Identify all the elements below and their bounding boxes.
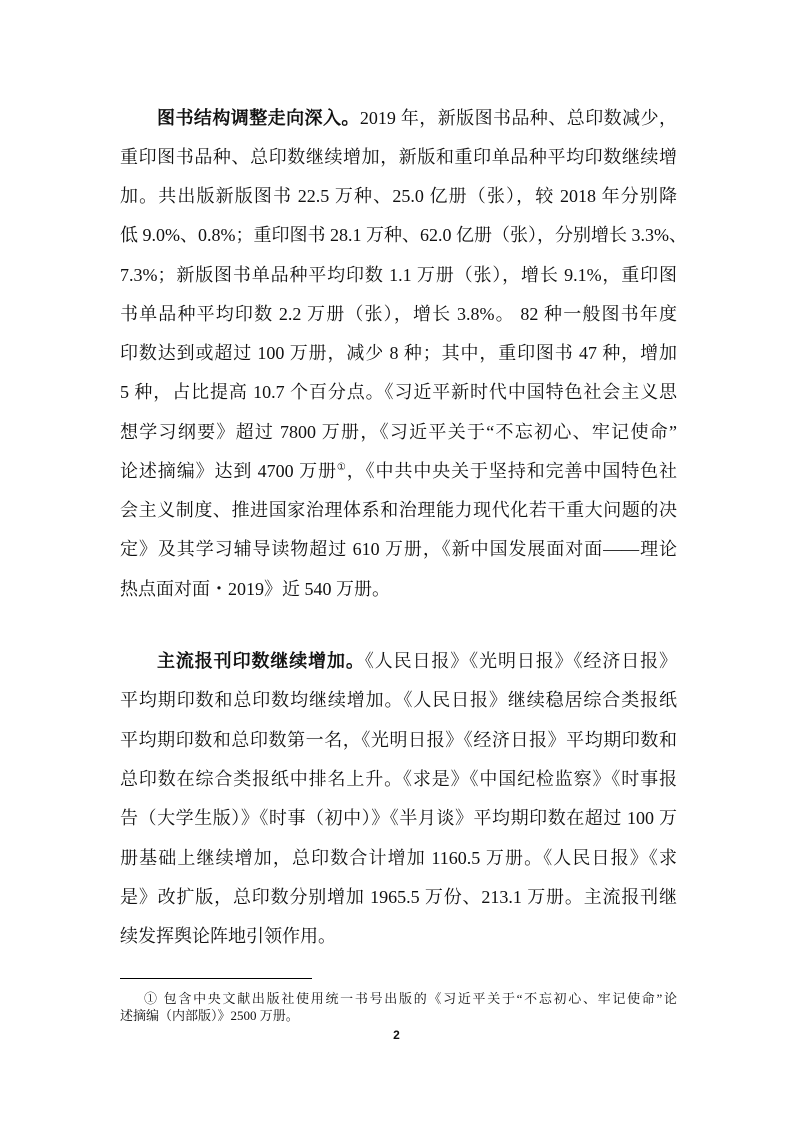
text-line: 册基础上继续增加，总印数合计增加 1160.5 万册。《人民日报》《求: [120, 848, 677, 868]
text-line: 论述摘编》达到 4700 万册①，《中共中央关于坚持和完善中国特色社: [120, 461, 678, 481]
text-line: 定》及其学习辅导读物超过 610 万册，《新中国发展面对面——理论: [120, 539, 677, 559]
text-line: 5 种，占比提高 10.7 个百分点。《习近平新时代中国特色社会主义思: [120, 382, 677, 402]
footnote-reference[interactable]: ①: [336, 462, 347, 473]
page-number: 2: [393, 1028, 400, 1042]
text-line: 加。共出版新版图书 22.5 万种、25.0 亿册（张），较 2018 年分别降: [120, 186, 677, 206]
text-line: 平均期印数和总印数第一名，《光明日报》《经济日报》平均期印数和: [120, 730, 677, 750]
text-line: 告（大学生版）》《时事（初中）》《半月谈》平均期印数在超过 100 万: [120, 808, 677, 828]
text-line: 低 9.0%、0.8%；重印图书 28.1 万种、62.0 亿册（张），分别增长 3.3%、: [120, 225, 687, 245]
footnote-divider: [120, 978, 312, 979]
text-line: 总印数在综合类报纸中排名上升。《求是》《中国纪检监察》《时事报: [120, 769, 677, 789]
text-line: 平均期印数和总印数均继续增加。《人民日报》继续稳居综合类报纸: [120, 690, 677, 710]
text-line: 想学习纲要》超过 7800 万册，《习近平关于“不忘初心、牢记使命”: [120, 422, 677, 442]
paragraph-heading: 图书结构调整走向深入。: [157, 108, 360, 128]
text-line: 是》改扩版，总印数分别增加 1965.5 万份、213.1 万册。主流报刊继: [120, 887, 677, 907]
text-line: 书单品种平均印数 2.2 万册（张），增长 3.8%。 82 种一般图书年度: [120, 304, 677, 324]
footnote-line: ① 包含中央文献出版社使用统一书号出版的《习近平关于“不忘初心、牢记使命”论: [144, 991, 677, 1006]
text-line: 图书结构调整走向深入。2019 年，新版图书品种、总印数减少，: [157, 108, 678, 128]
text-line: 续发挥舆论阵地引领作用。: [120, 926, 336, 946]
text-line: 热点面对面・2019》近 540 万册。: [120, 579, 390, 599]
text-line: 会主义制度、推进国家治理体系和治理能力现代化若干重大问题的决: [120, 500, 677, 520]
text-line: 重印图书品种、总印数继续增加，新版和重印单品种平均印数继续增: [120, 147, 677, 167]
text-line: 主流报刊印数继续增加。《人民日报》《光明日报》《经济日报》: [157, 651, 678, 671]
paragraph-heading: 主流报刊印数继续增加。: [157, 651, 365, 671]
text-line: 印数达到或超过 100 万册，减少 8 种；其中，重印图书 47 种，增加: [120, 343, 677, 363]
text-line: 7.3%；新版图书单品种平均印数 1.1 万册（张），增长 9.1%，重印图: [120, 265, 677, 285]
footnote-line: 述摘编（内部版）》2500 万册。: [120, 1008, 299, 1023]
